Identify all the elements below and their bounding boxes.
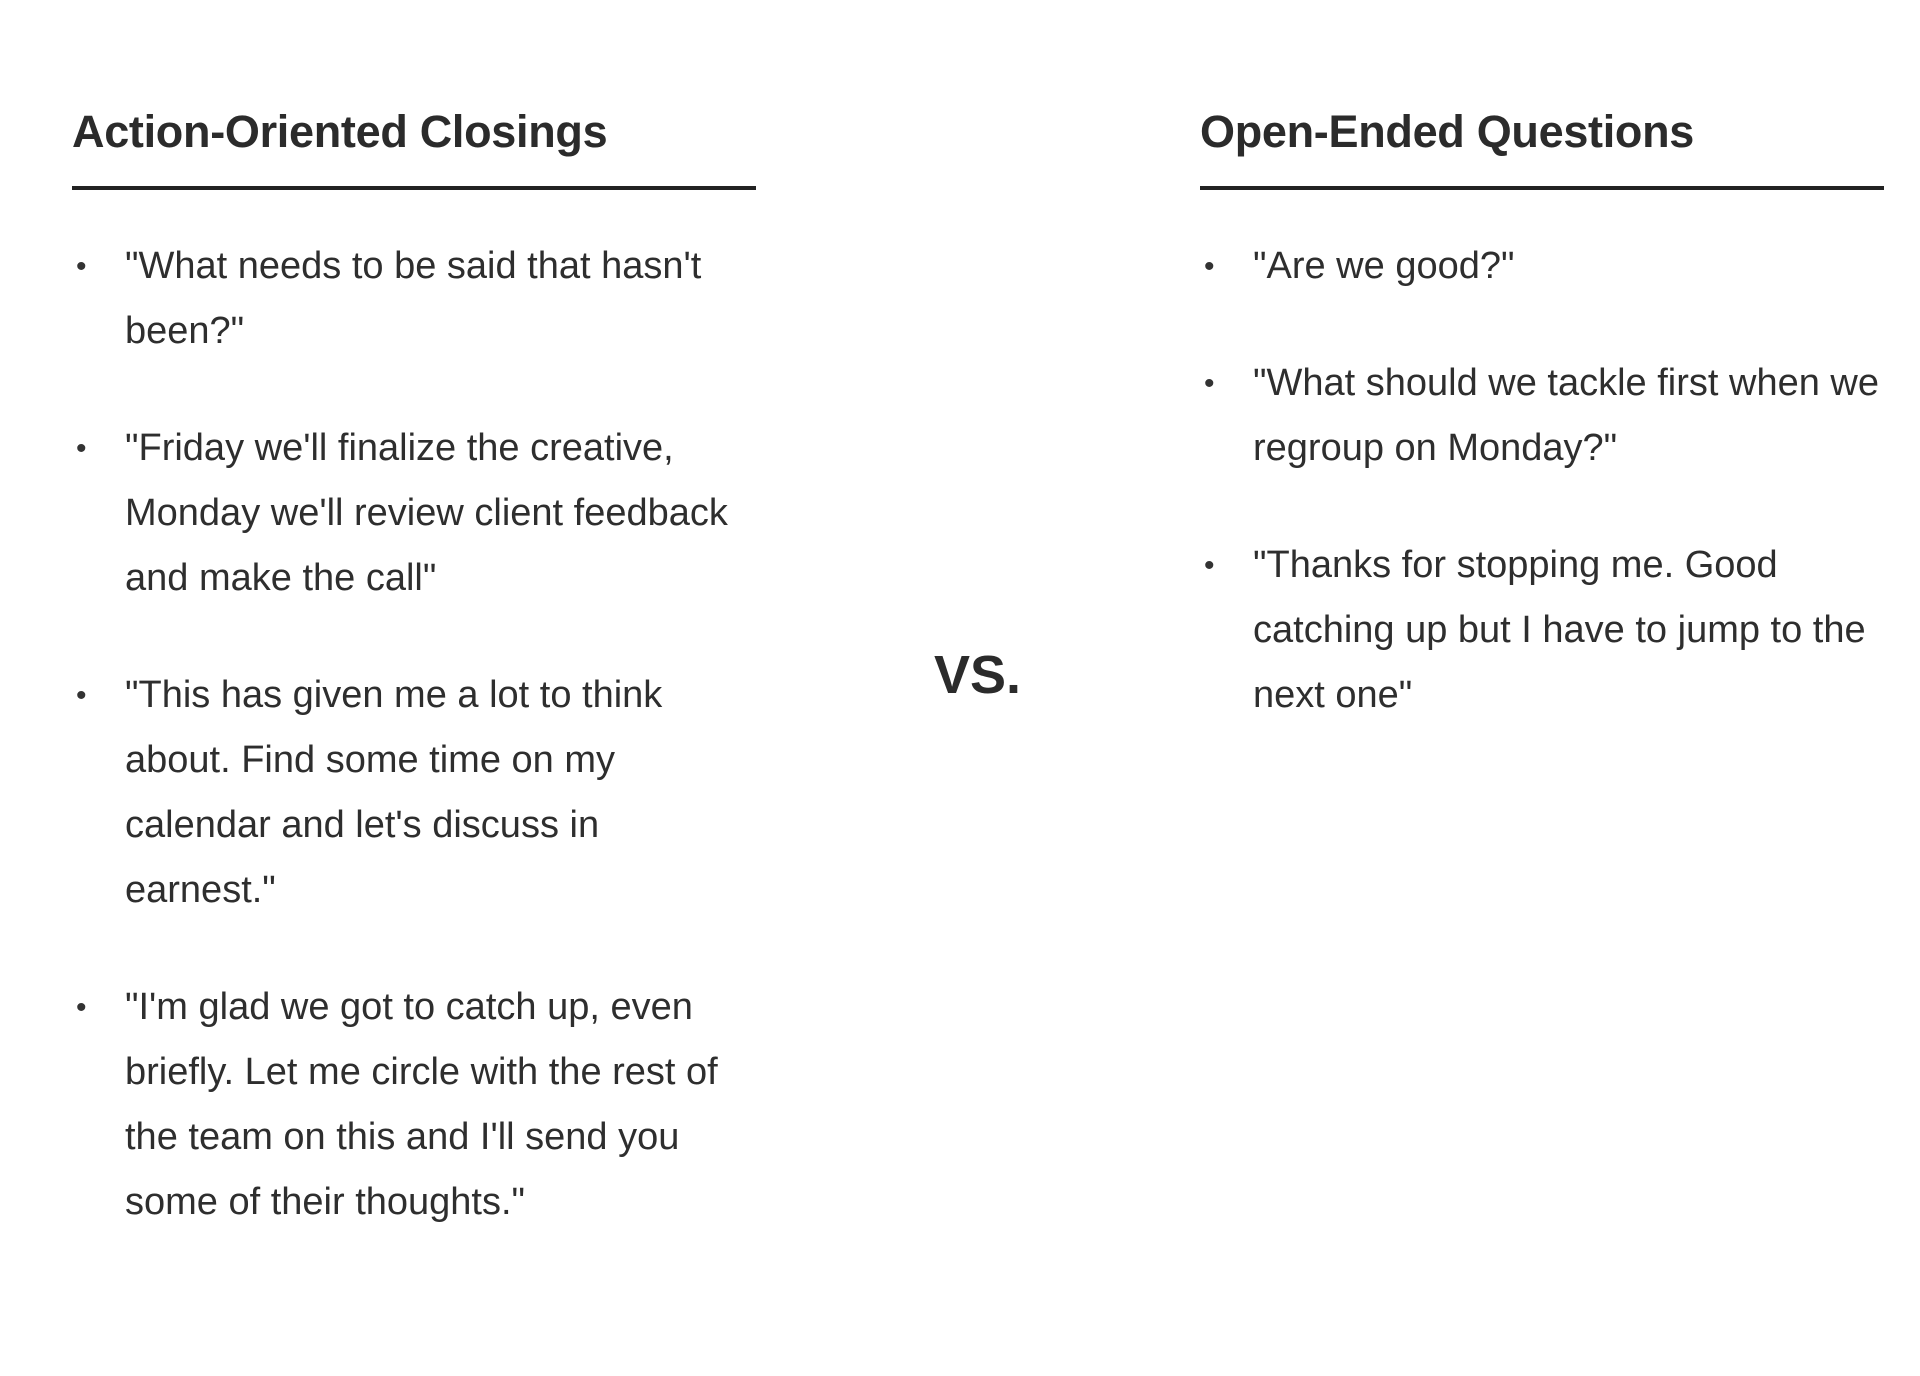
list-item-text: "I'm glad we got to catch up, even briefly. Let me circle with the rest of the team on this and I'll send you some of their thoughts."	[125, 986, 718, 1223]
list-item	[72, 416, 756, 611]
bullet-icon: •	[76, 432, 87, 465]
bullet-icon: •	[76, 679, 87, 712]
list-item	[72, 663, 756, 923]
right-column-title: Open-Ended Questions	[1200, 100, 1884, 190]
list-item	[1200, 234, 1884, 299]
list-item-text: "This has given me a lot to think about. Find some time on my calendar and let's discuss in earnest."	[125, 674, 663, 911]
list-item-text: "Thanks for stopping me. Good catching up but I have to jump to the next one"	[1253, 544, 1866, 716]
list-item-text: "Are we good?"	[1253, 245, 1515, 287]
list-item	[1200, 351, 1884, 481]
bullet-icon: •	[1204, 549, 1215, 582]
list-item-text: "What should we tackle first when we regroup on Monday?"	[1253, 362, 1879, 469]
bullet-icon: •	[1204, 250, 1215, 283]
right-column	[1200, 100, 1884, 780]
right-list	[1200, 234, 1884, 728]
left-list	[72, 234, 756, 1235]
list-item	[72, 234, 756, 364]
bullet-icon: •	[76, 250, 87, 283]
list-item	[1200, 533, 1884, 728]
versus-label: VS.	[934, 645, 1022, 705]
left-column-title: Action-Oriented Closings	[72, 100, 756, 190]
list-item	[72, 975, 756, 1235]
left-column	[72, 100, 756, 1287]
list-item-text: "What needs to be said that hasn't been?"	[125, 245, 702, 352]
bullet-icon: •	[1204, 367, 1215, 400]
list-item-text: "Friday we'll finalize the creative, Monday we'll review client feedback and make the call"	[125, 427, 728, 599]
bullet-icon: •	[76, 991, 87, 1024]
